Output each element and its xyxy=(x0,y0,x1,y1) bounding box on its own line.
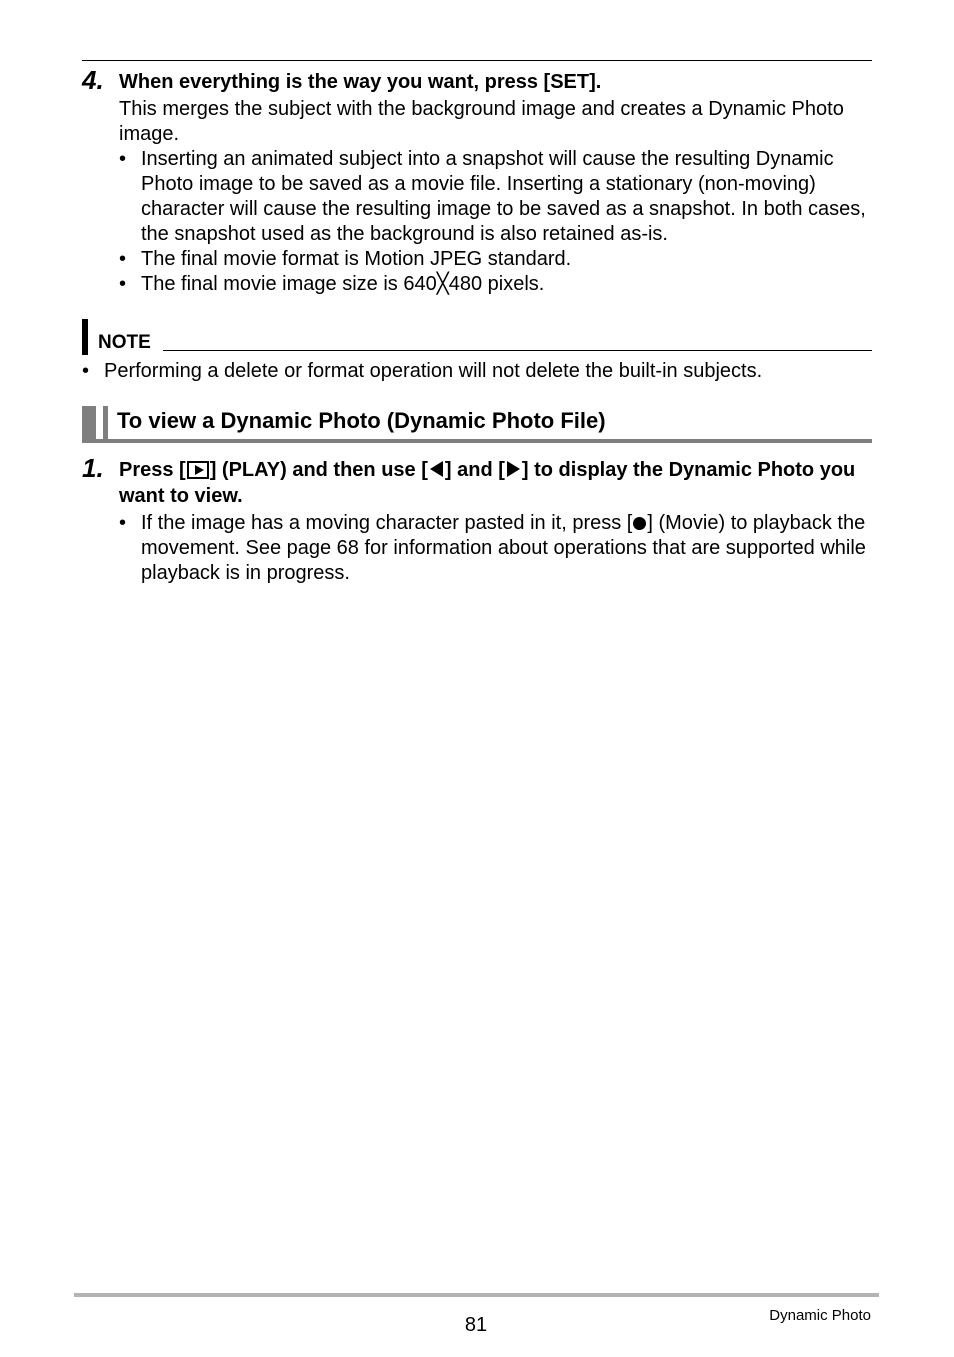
bullet-dot: • xyxy=(82,360,90,382)
left-arrow-icon xyxy=(430,461,443,477)
bullet-text: Inserting an animated subject into a snapshot will cause the resulting Dynamic Photo image to be saved as a movie file. Inserting a stationary (non-moving) character will cause the resulting image to be saved as a snapshot. In both cases, the snapshot used as the background is also retained as-is. xyxy=(141,148,866,245)
play-icon xyxy=(187,461,209,479)
movie-record-icon xyxy=(633,517,646,530)
top-rule xyxy=(82,60,872,61)
step-heading xyxy=(119,457,871,509)
note-label: NOTE xyxy=(98,332,151,353)
bullet-dot: • xyxy=(119,248,127,270)
right-arrow-icon xyxy=(507,461,520,477)
section-marker-bar xyxy=(82,406,96,442)
section-marker-bar-thin xyxy=(103,406,108,442)
footer-section-name: Dynamic Photo xyxy=(769,1307,871,1324)
bullet-text: If the image has a moving character pasted in it, press [ xyxy=(141,512,633,534)
step-heading-text: Press [ xyxy=(119,459,186,481)
step-heading-text: ] to display the Dynamic Photo you want to view. xyxy=(119,459,856,507)
bullet-dot: • xyxy=(119,512,127,534)
bullet-text: The final movie format is Motion JPEG standard. xyxy=(141,248,572,270)
step-heading: When everything is the way you want, press [SET]. xyxy=(119,71,602,93)
list-item xyxy=(119,247,871,272)
step4-bullet-list xyxy=(119,147,871,297)
page-number: 81 xyxy=(464,1314,488,1336)
bullet-text: The final movie image size is 640╳480 pixels. xyxy=(141,273,545,295)
step-number: 1. xyxy=(82,453,104,483)
list-item xyxy=(119,147,871,247)
step-number: 4. xyxy=(82,65,104,95)
list-item xyxy=(82,359,872,384)
step1-bullet-list xyxy=(119,511,871,586)
footer-rule xyxy=(74,1293,879,1297)
step-paragraph: This merges the subject with the background image and creates a Dynamic Photo image. xyxy=(119,98,844,145)
list-item xyxy=(119,511,871,586)
list-item xyxy=(119,272,871,297)
bullet-text: ] (Movie) to playback the movement. See page 68 for information about operations that are supported while playback is in progress. xyxy=(141,512,866,584)
bullet-text: Performing a delete or format operation will not delete the built-in subjects. xyxy=(104,360,763,382)
section-title: To view a Dynamic Photo (Dynamic Photo File) xyxy=(117,408,606,433)
bullet-dot: • xyxy=(119,273,127,295)
step-heading-text: ] (PLAY) and then use [ xyxy=(209,459,428,481)
note-bullet-list xyxy=(82,359,872,384)
step-heading-text: ] and [ xyxy=(444,459,505,481)
note-marker-bar xyxy=(82,319,88,355)
section-rule xyxy=(82,439,872,443)
bullet-dot: • xyxy=(119,148,127,170)
note-rule xyxy=(163,350,872,351)
